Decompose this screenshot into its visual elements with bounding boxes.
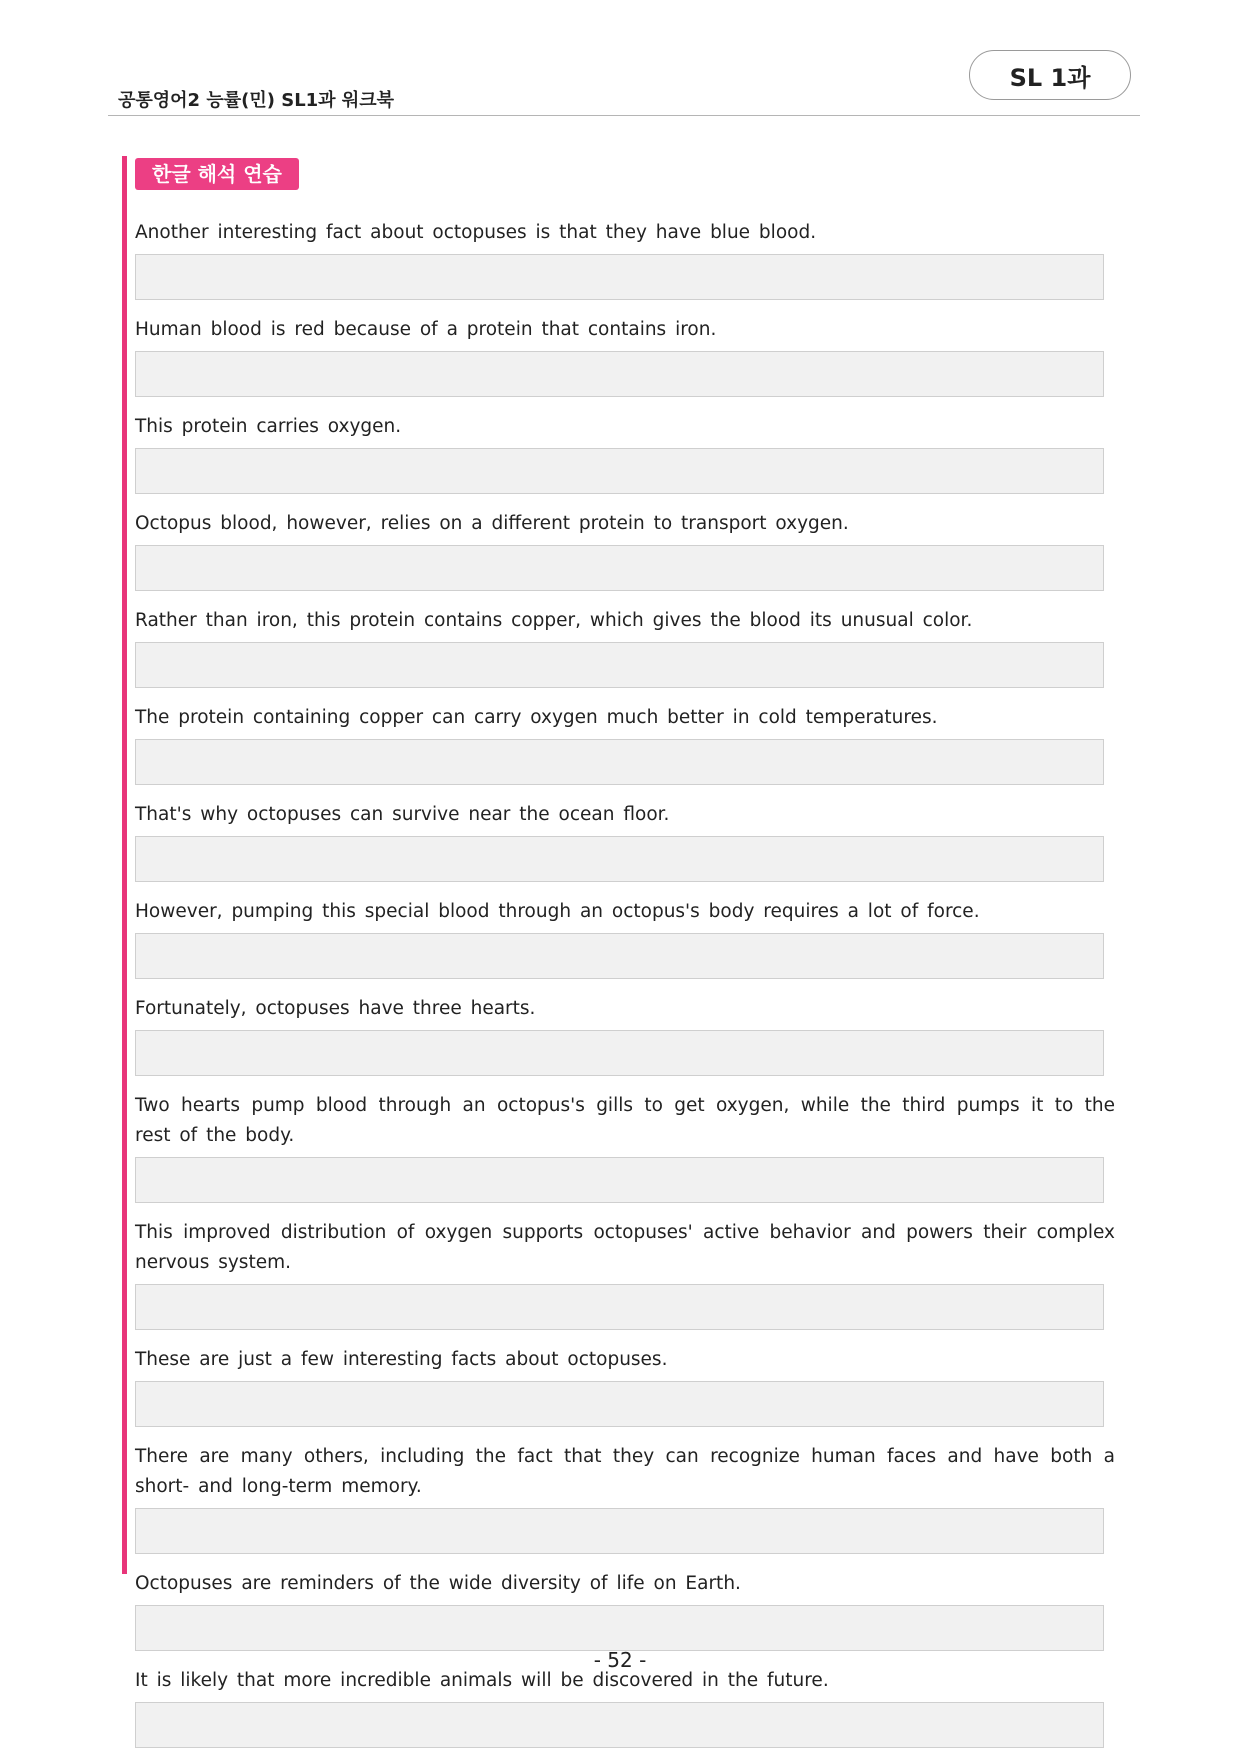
list-item: [135, 703, 1115, 785]
workbook-title: 공통영어2 능률(민) SL1과 워크북: [118, 90, 395, 111]
english-sentence: This protein carries oxygen.: [135, 416, 402, 437]
sentence-list: [135, 218, 1115, 1763]
english-sentence: Two hearts pump blood through an octopus's gills to get oxygen, while the third pumps it to the rest of the body.: [135, 1095, 1115, 1146]
translation-answer-box[interactable]: [135, 933, 1104, 979]
translation-answer-box[interactable]: [135, 1508, 1104, 1554]
translation-answer-box[interactable]: [135, 739, 1104, 785]
translation-answer-box[interactable]: [135, 642, 1104, 688]
list-item: [135, 315, 1115, 397]
translation-answer-box[interactable]: [135, 1381, 1104, 1427]
list-item: [135, 218, 1115, 300]
list-item: [135, 1569, 1115, 1651]
list-item: [135, 1666, 1115, 1748]
english-sentence: Another interesting fact about octopuses is that they have blue blood.: [135, 222, 817, 243]
translation-answer-box[interactable]: [135, 836, 1104, 882]
lesson-badge: SL 1과: [969, 50, 1131, 100]
translation-answer-box[interactable]: [135, 545, 1104, 591]
list-item: [135, 800, 1115, 882]
translation-answer-box[interactable]: [135, 1702, 1104, 1748]
list-item: [135, 1345, 1115, 1427]
english-sentence: That's why octopuses can survive near the ocean floor.: [135, 804, 670, 825]
english-sentence: This improved distribution of oxygen supports octopuses' active behavior and powers their complex nervous system.: [135, 1222, 1115, 1273]
list-item: [135, 1442, 1115, 1554]
english-sentence: Octopuses are reminders of the wide diversity of life on Earth.: [135, 1573, 741, 1594]
page-number: - 52 -: [593, 1648, 647, 1672]
english-sentence: Human blood is red because of a protein that contains iron.: [135, 319, 717, 340]
english-sentence: However, pumping this special blood through an octopus's body requires a lot of force.: [135, 901, 980, 922]
list-item: [135, 1091, 1115, 1203]
translation-answer-box[interactable]: [135, 448, 1104, 494]
section-tag: 한글 해석 연습: [135, 158, 299, 190]
list-item: [135, 412, 1115, 494]
english-sentence: The protein containing copper can carry oxygen much better in cold temperatures.: [135, 707, 938, 728]
translation-answer-box[interactable]: [135, 1605, 1104, 1651]
list-item: [135, 994, 1115, 1076]
translation-answer-box[interactable]: [135, 351, 1104, 397]
translation-answer-box[interactable]: [135, 254, 1104, 300]
section-accent-bar: [122, 156, 127, 1574]
english-sentence: These are just a few interesting facts about octopuses.: [135, 1349, 668, 1370]
list-item: [135, 509, 1115, 591]
list-item: [135, 1218, 1115, 1330]
translation-answer-box[interactable]: [135, 1157, 1104, 1203]
translation-answer-box[interactable]: [135, 1030, 1104, 1076]
english-sentence: Fortunately, octopuses have three hearts.: [135, 998, 536, 1019]
english-sentence: There are many others, including the fact that they can recognize human faces and have both a short- and long-term memory.: [135, 1446, 1115, 1497]
english-sentence: Rather than iron, this protein contains copper, which gives the blood its unusual color.: [135, 610, 973, 631]
english-sentence: Octopus blood, however, relies on a different protein to transport oxygen.: [135, 513, 849, 534]
header-divider: [108, 115, 1140, 116]
english-sentence: It is likely that more incredible animals will be discovered in the future.: [135, 1670, 829, 1691]
list-item: [135, 897, 1115, 979]
translation-answer-box[interactable]: [135, 1284, 1104, 1330]
list-item: [135, 606, 1115, 688]
